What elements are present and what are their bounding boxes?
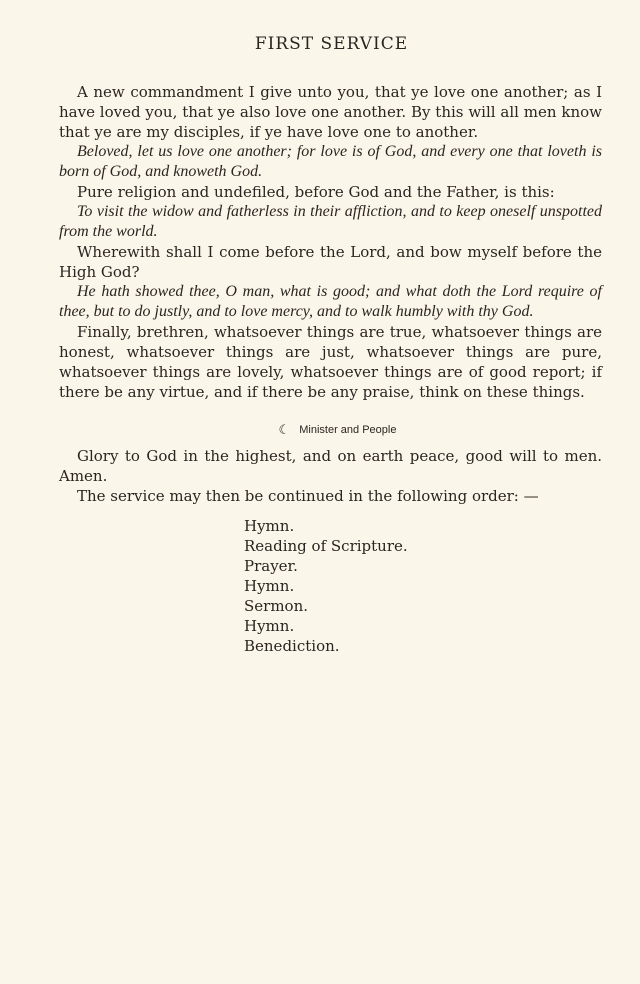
pilcrow-mark-icon: ☾	[278, 423, 291, 438]
running-head: FIRST SERVICE	[254, 34, 409, 54]
versicle-1: A new commandment I give unto you, that ye love one another; as I have loved you, that ye also love one another. By this will all men know that ye are my disciples, if ye have love one to another.	[59, 83, 602, 141]
rubric-label: Minister and People	[299, 424, 397, 436]
list-item: Hymn.	[244, 517, 295, 535]
versicle-4: Finally, brethren, whatsoever things are true, whatsoever things are honest, whatsoever things are just, whatsoever things are pure, whatsoever things are lovely, whatsoever things are of good report; if there be any virtue, and if there be any praise, think on these things.	[59, 323, 602, 401]
list-item: Hymn.	[244, 577, 295, 595]
response-3: He hath showed thee, O man, what is good; and what doth the Lord require of thee, but to do justly, and to love mercy, and to walk humbly with thy God.	[59, 283, 602, 320]
response-1: Beloved, let us love one another; for love is of God, and every one that loveth is born of God, and knoweth God.	[59, 143, 602, 180]
list-item: Reading of Scripture.	[244, 537, 408, 555]
list-item: Benediction.	[244, 637, 340, 655]
doxology: Glory to God in the highest, and on earth peace, good will to men. Amen.	[59, 447, 602, 485]
versicle-2: Pure religion and undefiled, before God and the Father, is this:	[77, 183, 555, 201]
list-item: Hymn.	[244, 617, 295, 635]
list-item: Prayer.	[244, 557, 298, 575]
response-2: To visit the widow and fatherless in their affliction, and to keep oneself unspotted from the world.	[59, 203, 602, 240]
page-body	[59, 82, 602, 656]
list-item: Sermon.	[244, 597, 309, 615]
rubric-heading	[59, 420, 602, 440]
order-of-service-list	[59, 516, 602, 656]
versicle-3: Wherewith shall I come before the Lord, and bow myself before the High God?	[59, 243, 602, 281]
order-intro: The service may then be continued in the following order: —	[77, 487, 539, 505]
